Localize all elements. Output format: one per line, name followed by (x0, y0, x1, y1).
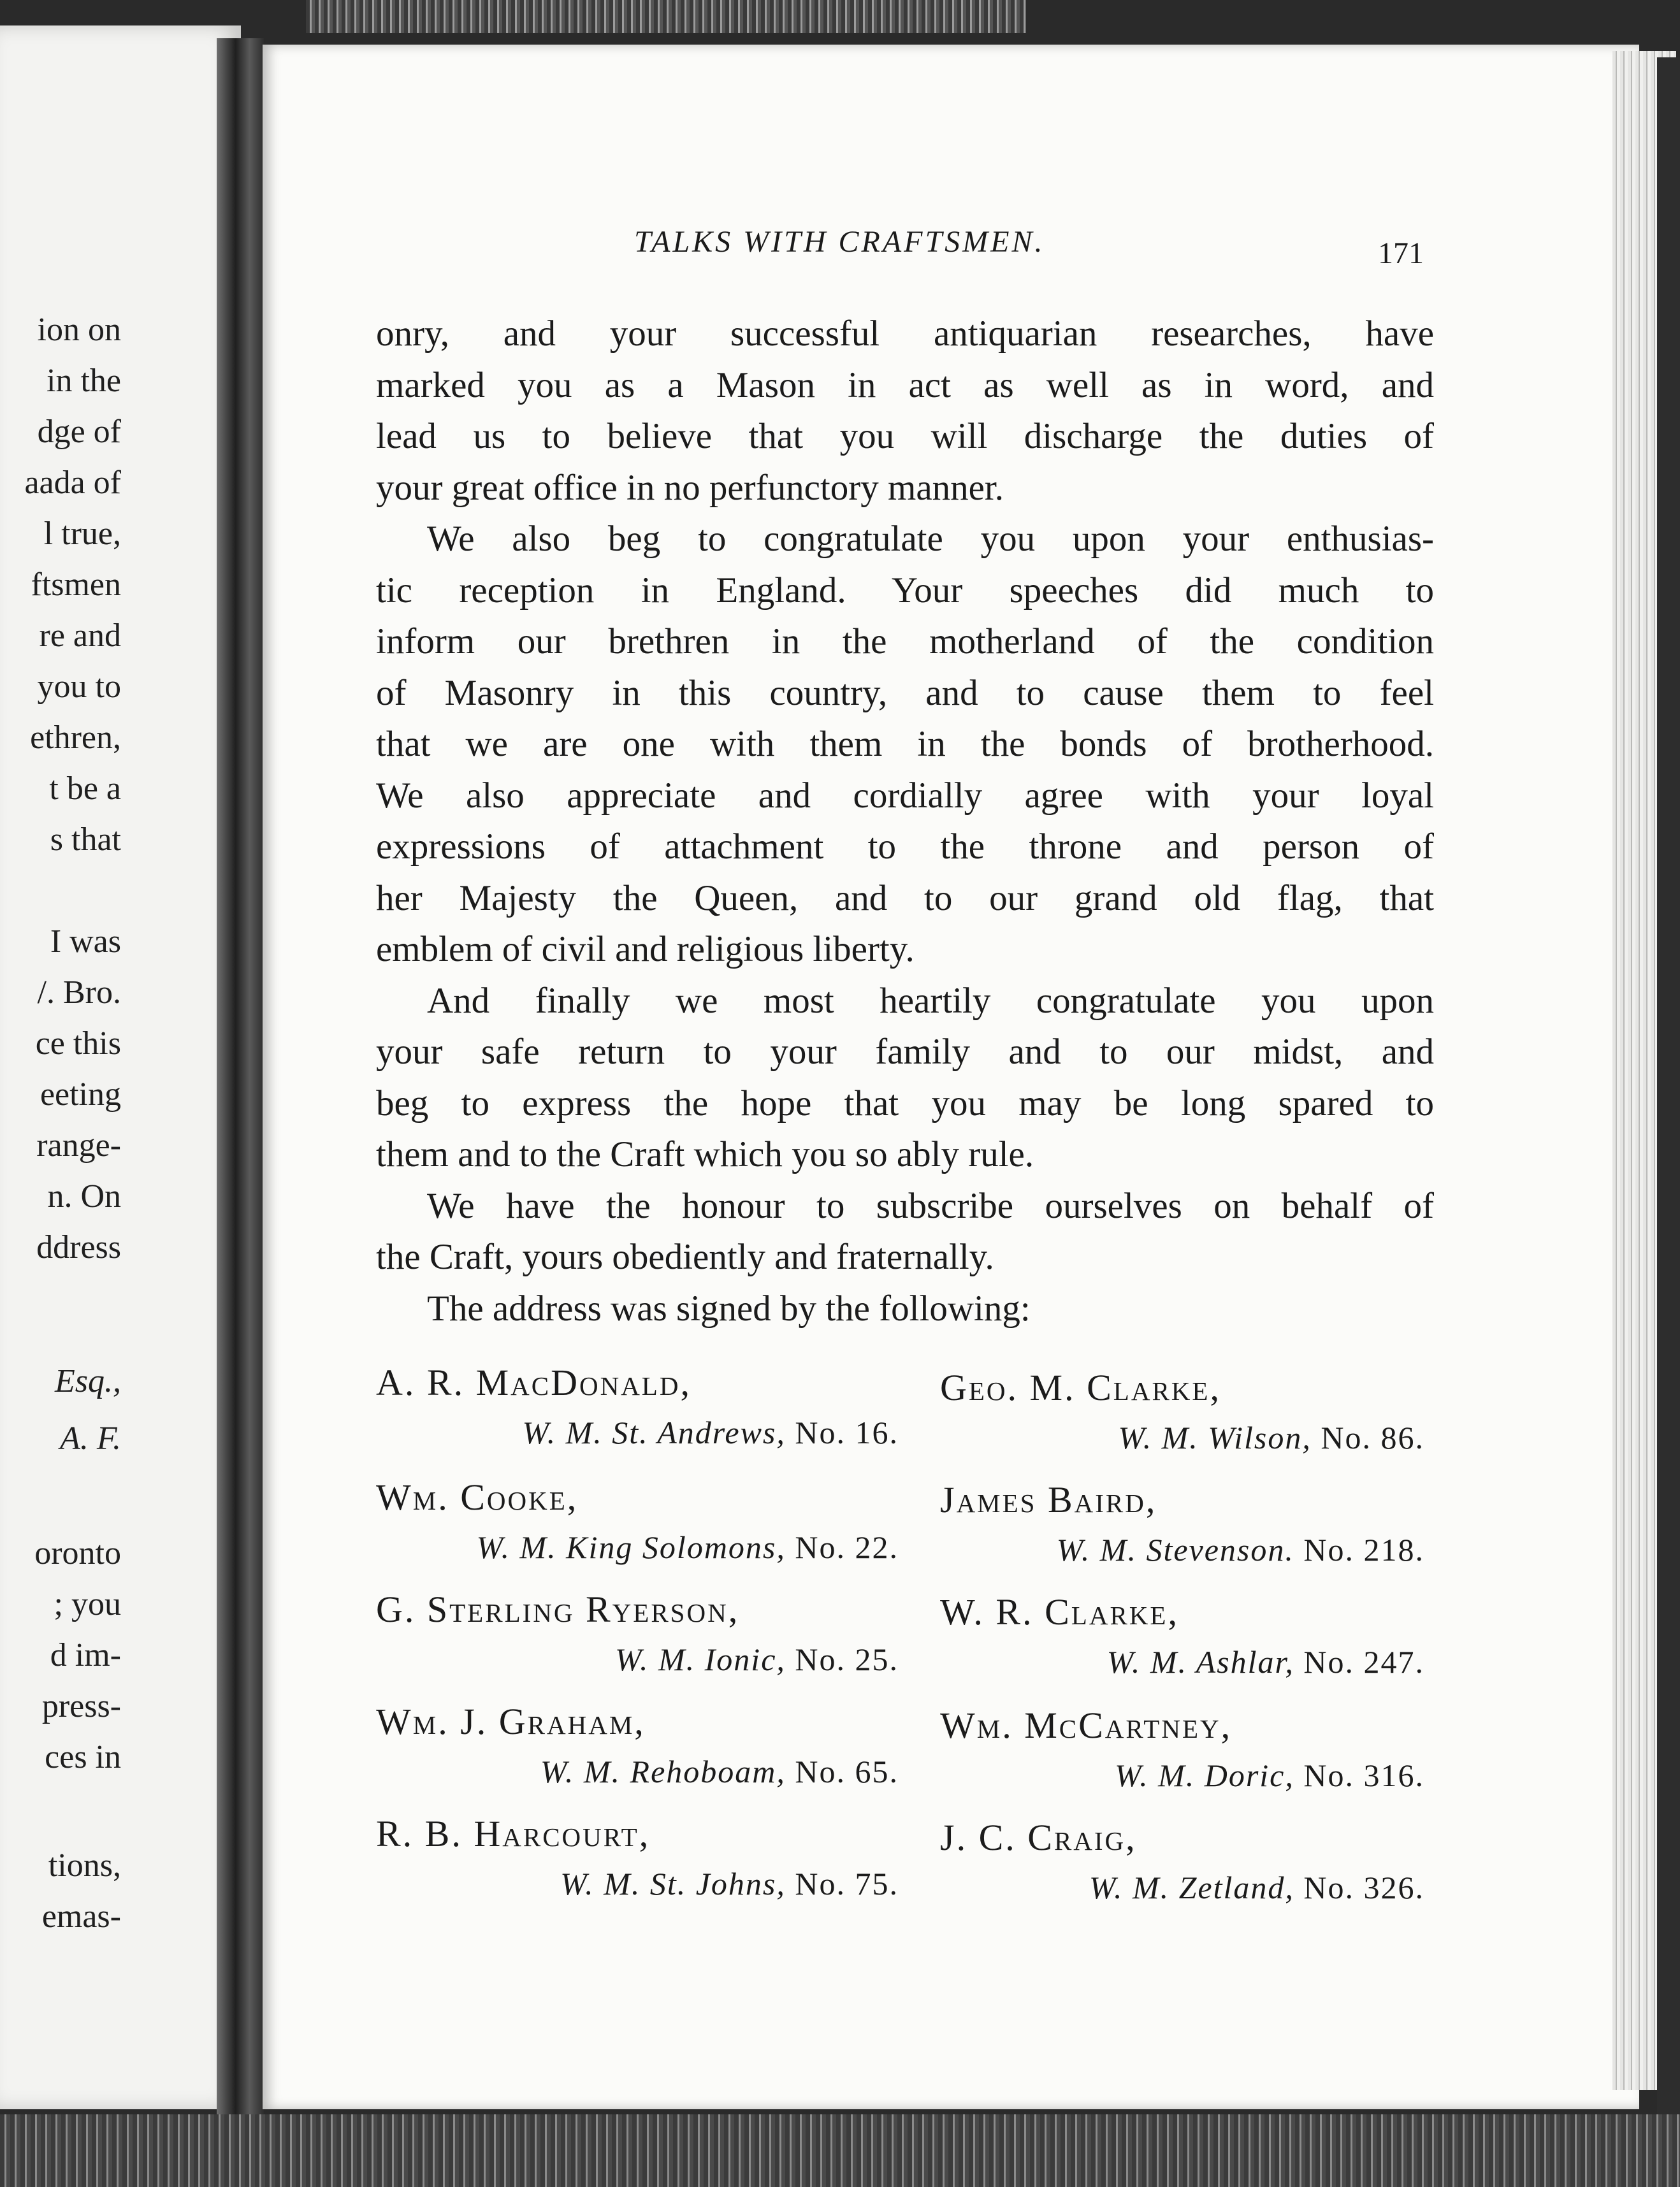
text-line: them and to the Craft which you so ably rule. (376, 1134, 1034, 1174)
signatory (376, 1362, 899, 1453)
signatory (940, 1480, 1424, 1570)
text-line: The address was signed by the following: (427, 1288, 1031, 1329)
text-line: inform our brethren in the motherland of the condition (376, 621, 1434, 661)
body-text (376, 308, 1434, 1334)
text-line: We also appreciate and cordially agree with your loyal (376, 775, 1434, 816)
signatory-lodge: W. M. St. Johns, No. 75. (560, 1866, 899, 1902)
text-line: tic reception in England. Your speeches did much to (376, 570, 1434, 610)
signatory-name: Wm. McCartney, (940, 1705, 1233, 1746)
left-fragment: oronto (34, 1535, 121, 1571)
left-fragment: ce this (35, 1025, 121, 1062)
signatory-lodge: W. M. Rehoboam, No. 65. (540, 1754, 899, 1789)
signatory-lodge: W. M. King Solomons, No. 22. (476, 1529, 899, 1565)
left-fragment: eeting (40, 1076, 121, 1113)
text-line: expressions of attachment to the throne and person of (376, 826, 1434, 867)
signatory (376, 1477, 899, 1568)
signatory-name: Wm. Cooke, (376, 1476, 579, 1518)
text-line: your safe return to your family and to our midst, and (376, 1032, 1434, 1072)
left-fragment: ; you (54, 1586, 121, 1622)
left-fragment: ftsmen (31, 567, 121, 603)
left-fragment: range- (36, 1127, 121, 1164)
signatory-lodge: W. M. Doric, No. 316. (1115, 1758, 1424, 1793)
page-number: 171 (1378, 236, 1424, 270)
signatory-name: J. C. Craig, (940, 1817, 1137, 1858)
left-fragment: d im- (50, 1637, 121, 1673)
text-line: onry, and your successful antiquarian researches, have (376, 314, 1434, 354)
left-fragment: Esq., (55, 1363, 121, 1399)
left-fragment: aada of (24, 465, 121, 501)
text-line: of Masonry in this country, and to cause them to feel (376, 672, 1434, 713)
signatory-lodge: W. M. Wilson, No. 86. (1118, 1420, 1424, 1455)
running-head-title: TALKS WITH CRAFTSMEN. (634, 225, 1045, 259)
left-fragment: re and (39, 617, 121, 654)
text-line: lead us to believe that you will discharge the duties of (376, 416, 1434, 456)
left-fragment: emas- (41, 1898, 121, 1935)
signatory-lodge: W. M. Stevenson. No. 218. (1056, 1532, 1424, 1568)
signatory (940, 1368, 1424, 1458)
text-line: beg to express the hope that you may be long spared to (376, 1083, 1434, 1123)
signatory-lodge: W. M. Ashlar, No. 247. (1106, 1644, 1424, 1680)
left-fragment: ces in (45, 1739, 121, 1775)
left-fragment: press- (41, 1688, 121, 1724)
scanner-edge (1657, 57, 1680, 2122)
signatory-name: Wm. J. Graham, (376, 1701, 646, 1742)
signatory (376, 1814, 899, 1904)
signatory (376, 1701, 899, 1792)
left-fragment: /. Bro. (37, 974, 121, 1011)
signatory-name: W. R. Clarke, (940, 1591, 1179, 1633)
left-fragment: ddress (36, 1229, 121, 1266)
signatory-name: A. R. MacDonald, (376, 1362, 692, 1403)
left-fragment: I was (50, 923, 121, 960)
left-fragment: A. F. (60, 1420, 121, 1457)
text-line: that we are one with them in the bonds of brotherhood. (376, 724, 1434, 764)
signatory-lodge: W. M. Zetland, No. 326. (1089, 1870, 1424, 1905)
text-line: marked you as a Mason in act as well as in word, and (376, 364, 1434, 405)
left-fragment: l true, (43, 516, 121, 552)
signatory (940, 1705, 1424, 1796)
text-line: her Majesty the Queen, and to our grand old flag, that (376, 877, 1434, 918)
scanner-bottom-band (0, 2114, 1680, 2187)
left-fragment: n. On (47, 1178, 121, 1215)
scanner-top-band (306, 0, 1026, 33)
left-fragment: dge of (37, 414, 121, 450)
book-spine (217, 38, 264, 2116)
left-fragment: t be a (49, 770, 121, 807)
text-line: your great office in no perfunctory manner. (376, 467, 1004, 508)
left-fragment: in the (47, 363, 121, 399)
text-line: We have the honour to subscribe ourselves on behalf of (427, 1185, 1434, 1226)
left-fragment: tions, (48, 1847, 121, 1884)
text-line: We also beg to congratulate you upon your enthusias- (427, 519, 1434, 559)
signatory (940, 1592, 1424, 1682)
left-fragment: ethren, (30, 719, 121, 756)
signatory-name: James Baird, (940, 1479, 1157, 1520)
signatory-lodge: W. M. Ionic, No. 25. (614, 1642, 899, 1677)
signatory-lodge: W. M. St. Andrews, No. 16. (522, 1415, 899, 1450)
signatory (940, 1817, 1424, 1908)
left-fragment: ion on (37, 312, 121, 348)
signatory-name: R. B. Harcourt, (376, 1813, 651, 1854)
signatory-name: G. Sterling Ryerson, (376, 1589, 740, 1630)
left-fragment: s that (50, 821, 121, 858)
signatory (376, 1589, 899, 1680)
signatory-name: Geo. M. Clarke, (940, 1367, 1221, 1408)
text-line: emblem of civil and religious liberty. (376, 929, 915, 969)
text-line: the Craft, yours obediently and fraternally. (376, 1237, 994, 1277)
text-line: And finally we most heartily congratulate you upon (427, 980, 1434, 1021)
left-fragment: you to (37, 668, 121, 705)
